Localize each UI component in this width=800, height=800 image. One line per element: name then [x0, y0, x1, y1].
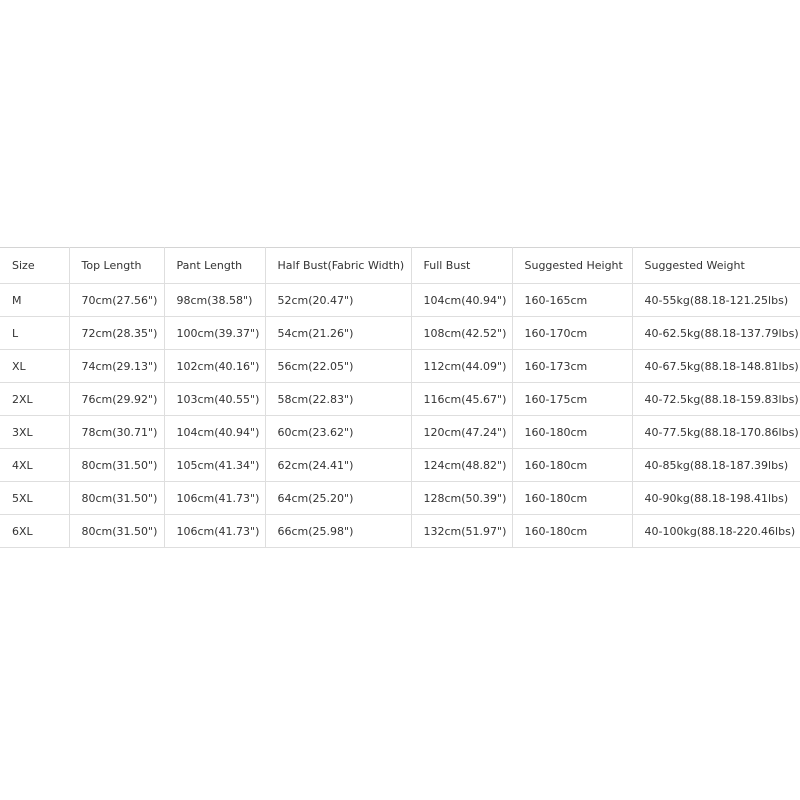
cell-suggested-weight: 40-67.5kg(88.18-148.81lbs) [632, 350, 800, 383]
cell-top-length: 74cm(29.13") [69, 350, 164, 383]
cell-full-bust: 132cm(51.97") [411, 515, 512, 548]
cell-size: L [0, 317, 69, 350]
cell-half-bust: 64cm(25.20") [265, 482, 411, 515]
cell-full-bust: 108cm(42.52") [411, 317, 512, 350]
cell-full-bust: 120cm(47.24") [411, 416, 512, 449]
table-row [0, 449, 800, 482]
cell-half-bust: 54cm(21.26") [265, 317, 411, 350]
cell-size: 6XL [0, 515, 69, 548]
cell-pant-length: 100cm(39.37") [164, 317, 265, 350]
cell-half-bust: 52cm(20.47") [265, 284, 411, 317]
cell-pant-length: 105cm(41.34") [164, 449, 265, 482]
cell-suggested-weight: 40-85kg(88.18-187.39lbs) [632, 449, 800, 482]
table-row [0, 317, 800, 350]
cell-top-length: 72cm(28.35") [69, 317, 164, 350]
table-row [0, 383, 800, 416]
cell-suggested-weight: 40-62.5kg(88.18-137.79lbs) [632, 317, 800, 350]
table-row [0, 515, 800, 548]
cell-suggested-height: 160-180cm [512, 515, 632, 548]
cell-suggested-height: 160-175cm [512, 383, 632, 416]
cell-half-bust: 58cm(22.83") [265, 383, 411, 416]
cell-suggested-weight: 40-72.5kg(88.18-159.83lbs) [632, 383, 800, 416]
table-header-row [0, 248, 800, 284]
header-half-bust: Half Bust(Fabric Width) [265, 248, 411, 284]
cell-pant-length: 106cm(41.73") [164, 482, 265, 515]
cell-half-bust: 62cm(24.41") [265, 449, 411, 482]
cell-size: 3XL [0, 416, 69, 449]
table-row [0, 350, 800, 383]
cell-half-bust: 56cm(22.05") [265, 350, 411, 383]
cell-top-length: 80cm(31.50") [69, 449, 164, 482]
cell-full-bust: 128cm(50.39") [411, 482, 512, 515]
cell-full-bust: 116cm(45.67") [411, 383, 512, 416]
cell-size: 4XL [0, 449, 69, 482]
cell-top-length: 80cm(31.50") [69, 482, 164, 515]
header-pant-length: Pant Length [164, 248, 265, 284]
header-full-bust: Full Bust [411, 248, 512, 284]
cell-top-length: 80cm(31.50") [69, 515, 164, 548]
cell-top-length: 78cm(30.71") [69, 416, 164, 449]
cell-size: 2XL [0, 383, 69, 416]
table-row [0, 416, 800, 449]
cell-half-bust: 60cm(23.62") [265, 416, 411, 449]
cell-half-bust: 66cm(25.98") [265, 515, 411, 548]
cell-top-length: 70cm(27.56") [69, 284, 164, 317]
cell-suggested-height: 160-170cm [512, 317, 632, 350]
cell-suggested-weight: 40-77.5kg(88.18-170.86lbs) [632, 416, 800, 449]
cell-suggested-height: 160-173cm [512, 350, 632, 383]
header-top-length: Top Length [69, 248, 164, 284]
cell-suggested-weight: 40-100kg(88.18-220.46lbs) [632, 515, 800, 548]
header-suggested-height: Suggested Height [512, 248, 632, 284]
cell-pant-length: 106cm(41.73") [164, 515, 265, 548]
size-chart-table [0, 247, 800, 548]
header-size: Size [0, 248, 69, 284]
cell-suggested-height: 160-180cm [512, 482, 632, 515]
header-suggested-weight: Suggested Weight [632, 248, 800, 284]
table-row [0, 284, 800, 317]
cell-size: 5XL [0, 482, 69, 515]
cell-size: M [0, 284, 69, 317]
table-row [0, 482, 800, 515]
cell-full-bust: 112cm(44.09") [411, 350, 512, 383]
cell-suggested-height: 160-180cm [512, 416, 632, 449]
cell-size: XL [0, 350, 69, 383]
cell-suggested-height: 160-165cm [512, 284, 632, 317]
cell-suggested-weight: 40-55kg(88.18-121.25lbs) [632, 284, 800, 317]
cell-pant-length: 102cm(40.16") [164, 350, 265, 383]
cell-suggested-weight: 40-90kg(88.18-198.41lbs) [632, 482, 800, 515]
cell-top-length: 76cm(29.92") [69, 383, 164, 416]
cell-pant-length: 103cm(40.55") [164, 383, 265, 416]
cell-pant-length: 98cm(38.58") [164, 284, 265, 317]
cell-pant-length: 104cm(40.94") [164, 416, 265, 449]
cell-full-bust: 104cm(40.94") [411, 284, 512, 317]
cell-suggested-height: 160-180cm [512, 449, 632, 482]
cell-full-bust: 124cm(48.82") [411, 449, 512, 482]
